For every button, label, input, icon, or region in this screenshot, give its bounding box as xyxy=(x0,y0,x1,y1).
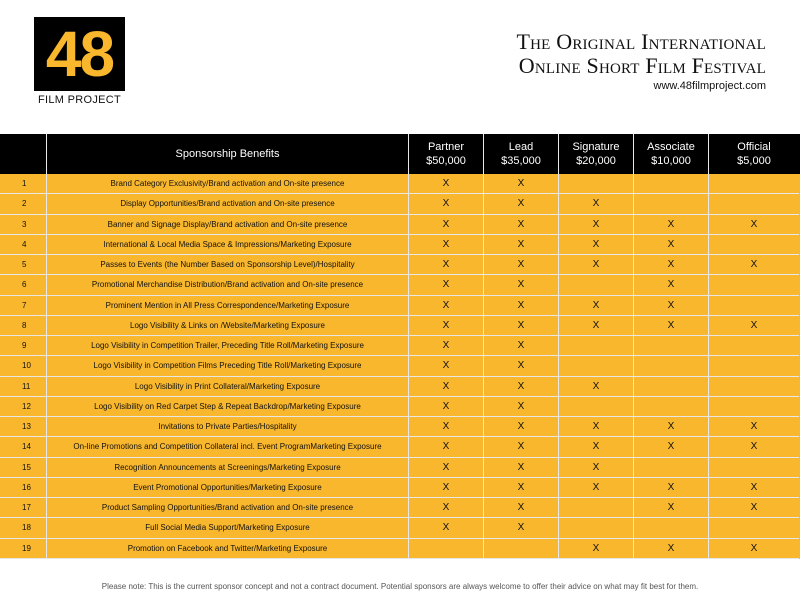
mark-cell-associate xyxy=(634,336,709,356)
mark-cell-lead: X xyxy=(484,498,559,518)
row-number: 19 xyxy=(0,539,47,559)
mark-cell-lead: X xyxy=(484,194,559,214)
mark-cell-partner: X xyxy=(409,518,484,538)
mark-cell-official: X xyxy=(709,498,799,518)
benefit-cell: Logo Visibility in Print Collateral/Marketing Exposure xyxy=(47,377,409,397)
page-title xyxy=(517,30,767,78)
row-number: 5 xyxy=(0,255,47,275)
mark-cell-partner: X xyxy=(409,275,484,295)
mark-cell-official xyxy=(709,194,799,214)
benefit-cell: Promotional Merchandise Distribution/Brand activation and On-site presence xyxy=(47,275,409,295)
tier-price: $10,000 xyxy=(651,155,691,167)
table-row xyxy=(0,417,800,437)
table-row xyxy=(0,174,800,194)
mark-cell-partner: X xyxy=(409,316,484,336)
mark-cell-official xyxy=(709,235,799,255)
mark-cell-official: X xyxy=(709,215,799,235)
table-row xyxy=(0,478,800,498)
mark-cell-lead: X xyxy=(484,458,559,478)
mark-cell-partner xyxy=(409,539,484,559)
mark-cell-associate: X xyxy=(634,417,709,437)
logo-number: 48 xyxy=(45,18,114,90)
mark-cell-official: X xyxy=(709,437,799,457)
row-number: 3 xyxy=(0,215,47,235)
mark-cell-official xyxy=(709,397,799,417)
row-number: 10 xyxy=(0,356,47,376)
mark-cell-lead: X xyxy=(484,296,559,316)
mark-cell-signature: X xyxy=(559,194,634,214)
table-row xyxy=(0,518,800,538)
benefit-cell: Recognition Announcements at Screenings/Marketing Exposure xyxy=(47,458,409,478)
header-tier-associate xyxy=(634,134,709,174)
mark-cell-official xyxy=(709,518,799,538)
row-number: 11 xyxy=(0,377,47,397)
title-line-2: Online Short Film Festival xyxy=(518,53,766,78)
table-row xyxy=(0,336,800,356)
mark-cell-signature: X xyxy=(559,377,634,397)
benefit-cell: Brand Category Exclusivity/Brand activation and On-site presence xyxy=(47,174,409,194)
header-tier-partner xyxy=(409,134,484,174)
mark-cell-associate xyxy=(634,194,709,214)
table-row xyxy=(0,498,800,518)
mark-cell-partner: X xyxy=(409,377,484,397)
mark-cell-lead: X xyxy=(484,397,559,417)
table-row xyxy=(0,194,800,214)
benefit-cell: Logo Visibility on Red Carpet Step & Repeat Backdrop/Marketing Exposure xyxy=(47,397,409,417)
benefit-cell: Display Opportunities/Brand activation and On-site presence xyxy=(47,194,409,214)
table-row xyxy=(0,275,800,295)
mark-cell-signature: X xyxy=(559,437,634,457)
mark-cell-signature xyxy=(559,498,634,518)
row-number: 18 xyxy=(0,518,47,538)
benefit-cell: Full Social Media Support/Marketing Exposure xyxy=(47,518,409,538)
mark-cell-official: X xyxy=(709,417,799,437)
logo-mark xyxy=(34,17,125,91)
mark-cell-partner: X xyxy=(409,194,484,214)
mark-cell-signature xyxy=(559,275,634,295)
mark-cell-associate xyxy=(634,377,709,397)
mark-cell-lead: X xyxy=(484,255,559,275)
tier-price: $50,000 xyxy=(426,155,466,167)
mark-cell-associate: X xyxy=(634,437,709,457)
mark-cell-official: X xyxy=(709,539,799,559)
mark-cell-official: X xyxy=(709,478,799,498)
row-number: 13 xyxy=(0,417,47,437)
benefit-cell: Invitations to Private Parties/Hospitality xyxy=(47,417,409,437)
mark-cell-signature xyxy=(559,397,634,417)
table-row xyxy=(0,316,800,336)
mark-cell-official: X xyxy=(709,255,799,275)
table-row xyxy=(0,215,800,235)
benefit-cell: Logo Visibility in Competition Films Preceding Title Roll/Marketing Exposure xyxy=(47,356,409,376)
row-number: 12 xyxy=(0,397,47,417)
mark-cell-signature: X xyxy=(559,235,634,255)
mark-cell-signature: X xyxy=(559,215,634,235)
mark-cell-partner: X xyxy=(409,356,484,376)
mark-cell-associate xyxy=(634,518,709,538)
mark-cell-signature xyxy=(559,518,634,538)
row-number: 1 xyxy=(0,174,47,194)
mark-cell-associate: X xyxy=(634,478,709,498)
mark-cell-partner: X xyxy=(409,296,484,316)
benefit-cell: Logo Visibility in Competition Trailer, Preceding Title Roll/Marketing Exposure xyxy=(47,336,409,356)
mark-cell-lead xyxy=(484,539,559,559)
mark-cell-official: X xyxy=(709,316,799,336)
mark-cell-associate xyxy=(634,458,709,478)
row-number: 16 xyxy=(0,478,47,498)
logo-subtitle: FILM PROJECT xyxy=(37,94,122,106)
mark-cell-associate xyxy=(634,397,709,417)
row-number: 9 xyxy=(0,336,47,356)
table-body xyxy=(0,174,800,559)
benefit-cell: On-line Promotions and Competition Collateral incl. Event ProgramMarketing Exposure xyxy=(47,437,409,457)
mark-cell-associate: X xyxy=(634,255,709,275)
mark-cell-signature: X xyxy=(559,478,634,498)
mark-cell-signature: X xyxy=(559,316,634,336)
row-number: 6 xyxy=(0,275,47,295)
mark-cell-official xyxy=(709,377,799,397)
benefit-cell: Passes to Events (the Number Based on Sponsorship Level)/Hospitality xyxy=(47,255,409,275)
mark-cell-official xyxy=(709,296,799,316)
mark-cell-lead: X xyxy=(484,316,559,336)
table-row xyxy=(0,437,800,457)
row-number: 4 xyxy=(0,235,47,255)
header-tier-official xyxy=(709,134,799,174)
tier-price: $20,000 xyxy=(576,155,616,167)
mark-cell-lead: X xyxy=(484,377,559,397)
header-number-cell xyxy=(0,134,47,174)
mark-cell-signature xyxy=(559,174,634,194)
mark-cell-partner: X xyxy=(409,498,484,518)
table-row xyxy=(0,235,800,255)
mark-cell-lead: X xyxy=(484,518,559,538)
mark-cell-lead: X xyxy=(484,417,559,437)
mark-cell-official xyxy=(709,458,799,478)
sponsorship-table xyxy=(0,134,800,559)
mark-cell-signature: X xyxy=(559,458,634,478)
tier-name: Lead xyxy=(508,141,534,153)
mark-cell-signature xyxy=(559,356,634,376)
table-row xyxy=(0,458,800,478)
mark-cell-partner: X xyxy=(409,478,484,498)
row-number: 14 xyxy=(0,437,47,457)
footer-note: Please note: This is the current sponsor concept and not a contract document. Potential sponsors are always welcome to offer their advice on what may fit best for them. xyxy=(101,582,699,591)
mark-cell-partner: X xyxy=(409,437,484,457)
mark-cell-lead: X xyxy=(484,437,559,457)
mark-cell-partner: X xyxy=(409,458,484,478)
mark-cell-signature: X xyxy=(559,539,634,559)
mark-cell-lead: X xyxy=(484,235,559,255)
benefit-cell: Product Sampling Opportunities/Brand activation and On-site presence xyxy=(47,498,409,518)
tier-name: Partner xyxy=(427,141,465,153)
benefit-cell: Logo Visibility & Links on /Website/Marketing Exposure xyxy=(47,316,409,336)
table-row xyxy=(0,296,800,316)
mark-cell-associate: X xyxy=(634,296,709,316)
mark-cell-partner: X xyxy=(409,235,484,255)
mark-cell-partner: X xyxy=(409,336,484,356)
mark-cell-partner: X xyxy=(409,174,484,194)
logo xyxy=(34,17,125,110)
header-tier-lead xyxy=(484,134,559,174)
mark-cell-lead: X xyxy=(484,275,559,295)
benefit-cell: Event Promotional Opportunities/Marketing Exposure xyxy=(47,478,409,498)
mark-cell-lead: X xyxy=(484,174,559,194)
mark-cell-lead: X xyxy=(484,356,559,376)
mark-cell-official xyxy=(709,275,799,295)
mark-cell-official xyxy=(709,356,799,376)
mark-cell-associate: X xyxy=(634,275,709,295)
mark-cell-official xyxy=(709,174,799,194)
row-number: 8 xyxy=(0,316,47,336)
mark-cell-associate: X xyxy=(634,316,709,336)
mark-cell-partner: X xyxy=(409,255,484,275)
website-url: www.48filmproject.com xyxy=(653,80,766,92)
row-number: 15 xyxy=(0,458,47,478)
row-number: 17 xyxy=(0,498,47,518)
table-row xyxy=(0,539,800,559)
mark-cell-associate xyxy=(634,174,709,194)
mark-cell-associate: X xyxy=(634,235,709,255)
table-row xyxy=(0,356,800,376)
benefit-cell: Promotion on Facebook and Twitter/Marketing Exposure xyxy=(47,539,409,559)
table-header-row xyxy=(0,134,800,174)
mark-cell-associate: X xyxy=(634,539,709,559)
tier-price: $35,000 xyxy=(501,155,541,167)
tier-name: Associate xyxy=(647,141,695,153)
mark-cell-partner: X xyxy=(409,397,484,417)
tier-name: Signature xyxy=(572,141,620,153)
benefit-cell: Prominent Mention in All Press Correspondence/Marketing Exposure xyxy=(47,296,409,316)
benefit-cell: International & Local Media Space & Impressions/Marketing Exposure xyxy=(47,235,409,255)
mark-cell-signature: X xyxy=(559,296,634,316)
mark-cell-official xyxy=(709,336,799,356)
table-row xyxy=(0,377,800,397)
mark-cell-partner: X xyxy=(409,215,484,235)
mark-cell-lead: X xyxy=(484,336,559,356)
mark-cell-signature: X xyxy=(559,255,634,275)
mark-cell-associate xyxy=(634,356,709,376)
mark-cell-signature: X xyxy=(559,417,634,437)
mark-cell-lead: X xyxy=(484,215,559,235)
table-row xyxy=(0,255,800,275)
tier-name: Official xyxy=(737,141,771,153)
table-row xyxy=(0,397,800,417)
title-line-1: The Original International xyxy=(516,29,766,54)
mark-cell-signature xyxy=(559,336,634,356)
mark-cell-lead: X xyxy=(484,478,559,498)
header-benefits-cell: Sponsorship Benefits xyxy=(47,134,409,174)
mark-cell-partner: X xyxy=(409,417,484,437)
tier-price: $5,000 xyxy=(737,155,771,167)
row-number: 7 xyxy=(0,296,47,316)
mark-cell-associate: X xyxy=(634,498,709,518)
benefit-cell: Banner and Signage Display/Brand activation and On-site presence xyxy=(47,215,409,235)
mark-cell-associate: X xyxy=(634,215,709,235)
header-tier-signature xyxy=(559,134,634,174)
row-number: 2 xyxy=(0,194,47,214)
